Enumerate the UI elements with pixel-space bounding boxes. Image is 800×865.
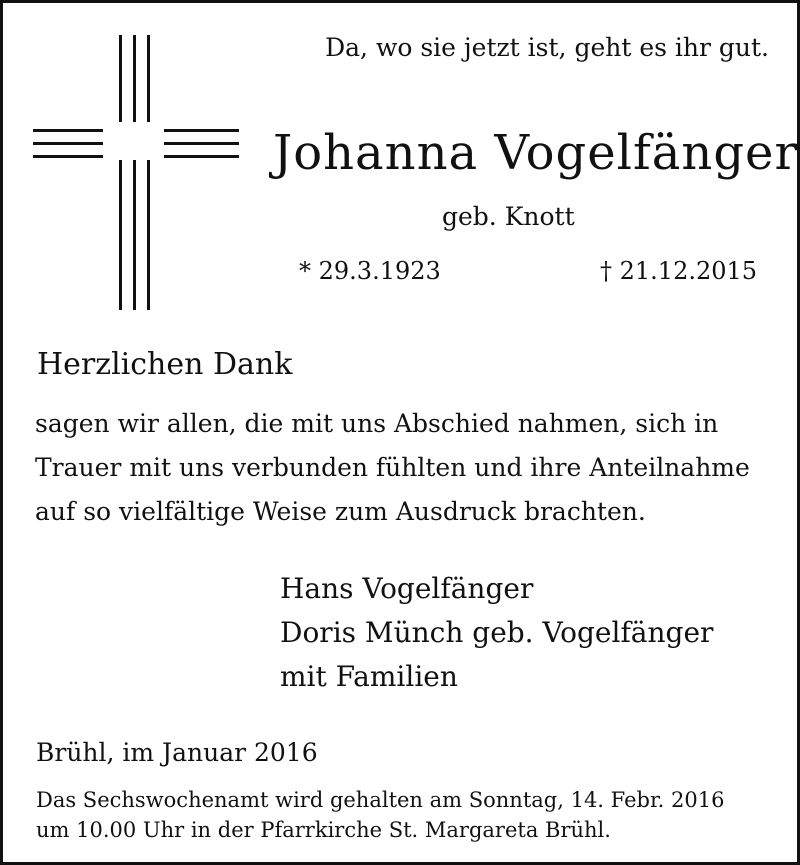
birth-date: * 29.3.1923 (299, 257, 441, 285)
thanks-heading: Herzlichen Dank (37, 347, 293, 382)
thanks-line: sagen wir allen, die mit uns Abschied nahmen, sich in (35, 409, 719, 438)
deceased-name: Johanna Vogelfänger (273, 125, 799, 181)
thanks-line: Trauer mit uns verbunden fühlten und ihre Anteilnahme (35, 453, 750, 482)
death-date: † 21.12.2015 (600, 257, 758, 285)
family-line: Hans Vogelfänger (280, 572, 534, 605)
family-signature (280, 567, 713, 699)
family-line: Doris Münch geb. Vogelfänger (280, 616, 714, 649)
motto: Da, wo sie jetzt ist, geht es ihr gut. (325, 33, 769, 62)
family-line: mit Familien (280, 660, 458, 693)
notice-line: Das Sechswochenamt wird gehalten am Sonntag, 14. Febr. 2016 (36, 788, 725, 812)
stylized-cross-icon (33, 35, 239, 310)
thanks-line: auf so vielfältige Weise zum Ausdruck brachten. (35, 497, 646, 526)
notice-line: um 10.00 Uhr in der Pfarrkirche St. Margareta Brühl. (36, 818, 611, 842)
thanks-text (35, 402, 750, 534)
maiden-name: geb. Knott (442, 202, 575, 231)
place-date: Brühl, im Januar 2016 (36, 738, 318, 767)
service-notice (36, 785, 724, 845)
